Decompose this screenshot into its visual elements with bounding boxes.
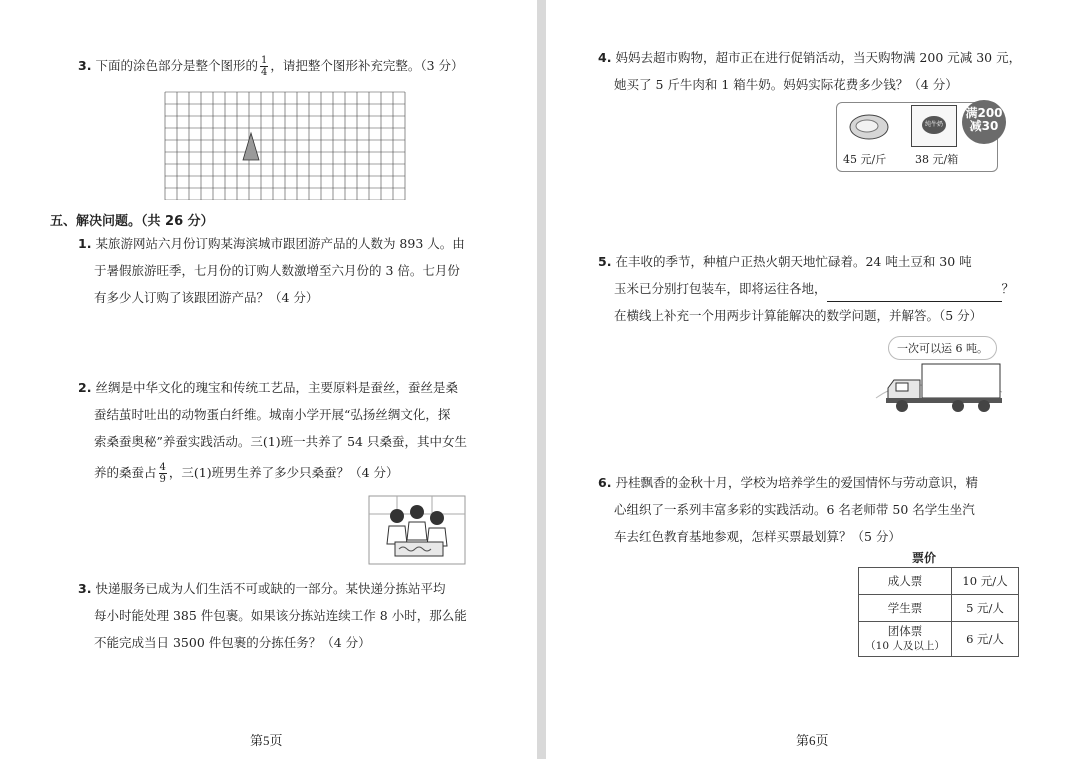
question-line: 玉米已分别打包装车，即将运往各地， ？ bbox=[598, 275, 1068, 302]
question-line: 丹桂飘香的金秋十月，学校为培养学生的爱国情怀与劳动意识，精 bbox=[615, 475, 978, 490]
beef-icon bbox=[847, 109, 891, 143]
table-row bbox=[859, 595, 1019, 622]
question-number: 6. bbox=[598, 475, 612, 490]
question-line: 心组织了一系列丰富多彩的实践活动。6 名老师带 50 名学生坐汽 bbox=[614, 502, 975, 517]
square-grid bbox=[163, 90, 407, 204]
question-text: 下面的涂色部分是整个图形的 bbox=[95, 58, 258, 73]
table-row bbox=[859, 568, 1019, 595]
ticket-type: 团体票 （10 人及以上） bbox=[859, 622, 952, 657]
table-row bbox=[859, 622, 1019, 657]
question-line: 快递服务已成为人们生活不可或缺的一部分。某快递分拣站平均 bbox=[95, 581, 446, 596]
speech-bubble: 一次可以运 6 吨。 bbox=[888, 336, 997, 360]
question-number: 1. bbox=[78, 236, 92, 251]
question-line: 不能完成当日 3500 件包裹的分拣任务？（4 分） bbox=[94, 635, 371, 650]
page-number: 第6页 bbox=[796, 733, 829, 748]
question-1 bbox=[78, 230, 488, 311]
question-3 bbox=[78, 575, 488, 656]
question-number: 2. bbox=[78, 380, 92, 395]
question-number: 5. bbox=[598, 254, 612, 269]
left-page bbox=[0, 0, 537, 759]
question-line: 她买了 5 斤牛肉和 1 箱牛奶。妈妈实际花费多少钱？（4 分） bbox=[614, 77, 958, 92]
question-line: 养的桑蚕占 $\frac{4}{9}$ ，三(1)班男生养了多少只桑蚕？（4 分） bbox=[94, 462, 399, 485]
truck-illustration bbox=[874, 358, 1004, 420]
question-number: 3. bbox=[78, 581, 92, 596]
question-4 bbox=[598, 44, 1068, 98]
question-line: 车去红色教育基地参观，怎样买票最划算？（5 分） bbox=[614, 529, 901, 544]
ticket-price: 5 元/人 bbox=[952, 595, 1019, 622]
answer-blank[interactable] bbox=[827, 287, 1002, 302]
ticket-type: 学生票 bbox=[859, 595, 952, 622]
question-line: 蚕结茧时吐出的动物蛋白纤维。城南小学开展“弘扬丝绸文化，探 bbox=[94, 407, 451, 422]
question-line: 在横线上补充一个用两步计算能解决的数学问题，并解答。（5 分） bbox=[614, 308, 983, 323]
question-line: 于暑假旅游旺季，七月份的订购人数激增至六月份的 3 倍。七月份 bbox=[94, 263, 460, 278]
question-line: 索桑蚕奥秘”养蚕实践活动。三(1)班一共养了 54 只桑蚕，其中女生 bbox=[94, 434, 467, 449]
section-title: 五、解决问题。（共 26 分） bbox=[50, 214, 214, 229]
ticket-price: 10 元/人 bbox=[952, 568, 1019, 595]
page-number: 第5页 bbox=[250, 733, 283, 748]
price-table-title: 票价 bbox=[912, 551, 937, 565]
milk-price: 38 元/箱 bbox=[915, 153, 959, 166]
question-text-after: ，请把整个图形补充完整。（3 分） bbox=[270, 58, 464, 73]
question-6 bbox=[598, 469, 1068, 550]
question-line: 有多少人订购了该跟团游产品？（4 分） bbox=[94, 290, 319, 305]
question-line: 每小时能处理 385 件包裹。如果该分拣站连续工作 8 小时，那么能 bbox=[94, 608, 467, 623]
discount-badge: 满200 减30 bbox=[962, 100, 1006, 144]
price-table bbox=[858, 567, 1019, 657]
ticket-type: 成人票 bbox=[859, 568, 952, 595]
question-line: 丝绸是中华文化的瑰宝和传统工艺品，主要原料是蚕丝，蚕丝是桑 bbox=[95, 380, 458, 395]
right-page bbox=[546, 0, 1080, 759]
question-number: 3. bbox=[78, 58, 92, 73]
fraction: $\frac{4}{9}$ bbox=[159, 462, 166, 485]
shaded-triangle bbox=[243, 133, 259, 160]
milk-box-icon: 纯牛奶 bbox=[911, 105, 957, 147]
question-line: 妈妈去超市购物，超市正在进行促销活动，当天购物满 200 元减 30 元， bbox=[615, 50, 1022, 65]
question-line: 某旅游网站六月份订购某海滨城市跟团游产品的人数为 893 人。由 bbox=[95, 236, 465, 251]
question-line: 在丰收的季节，种植户正热火朝天地忙碌着。24 吨土豆和 30 吨 bbox=[615, 254, 972, 269]
grid-lines bbox=[165, 92, 405, 200]
beef-price: 45 元/斤 bbox=[843, 153, 887, 166]
children-silkworm-illustration bbox=[367, 494, 467, 570]
question-3-shape bbox=[78, 52, 464, 79]
fraction: $\frac{1}{4}$ bbox=[260, 55, 268, 78]
question-5 bbox=[598, 248, 1068, 329]
ticket-price: 6 元/人 bbox=[952, 622, 1019, 657]
question-number: 4. bbox=[598, 50, 612, 65]
question-2 bbox=[78, 374, 488, 491]
